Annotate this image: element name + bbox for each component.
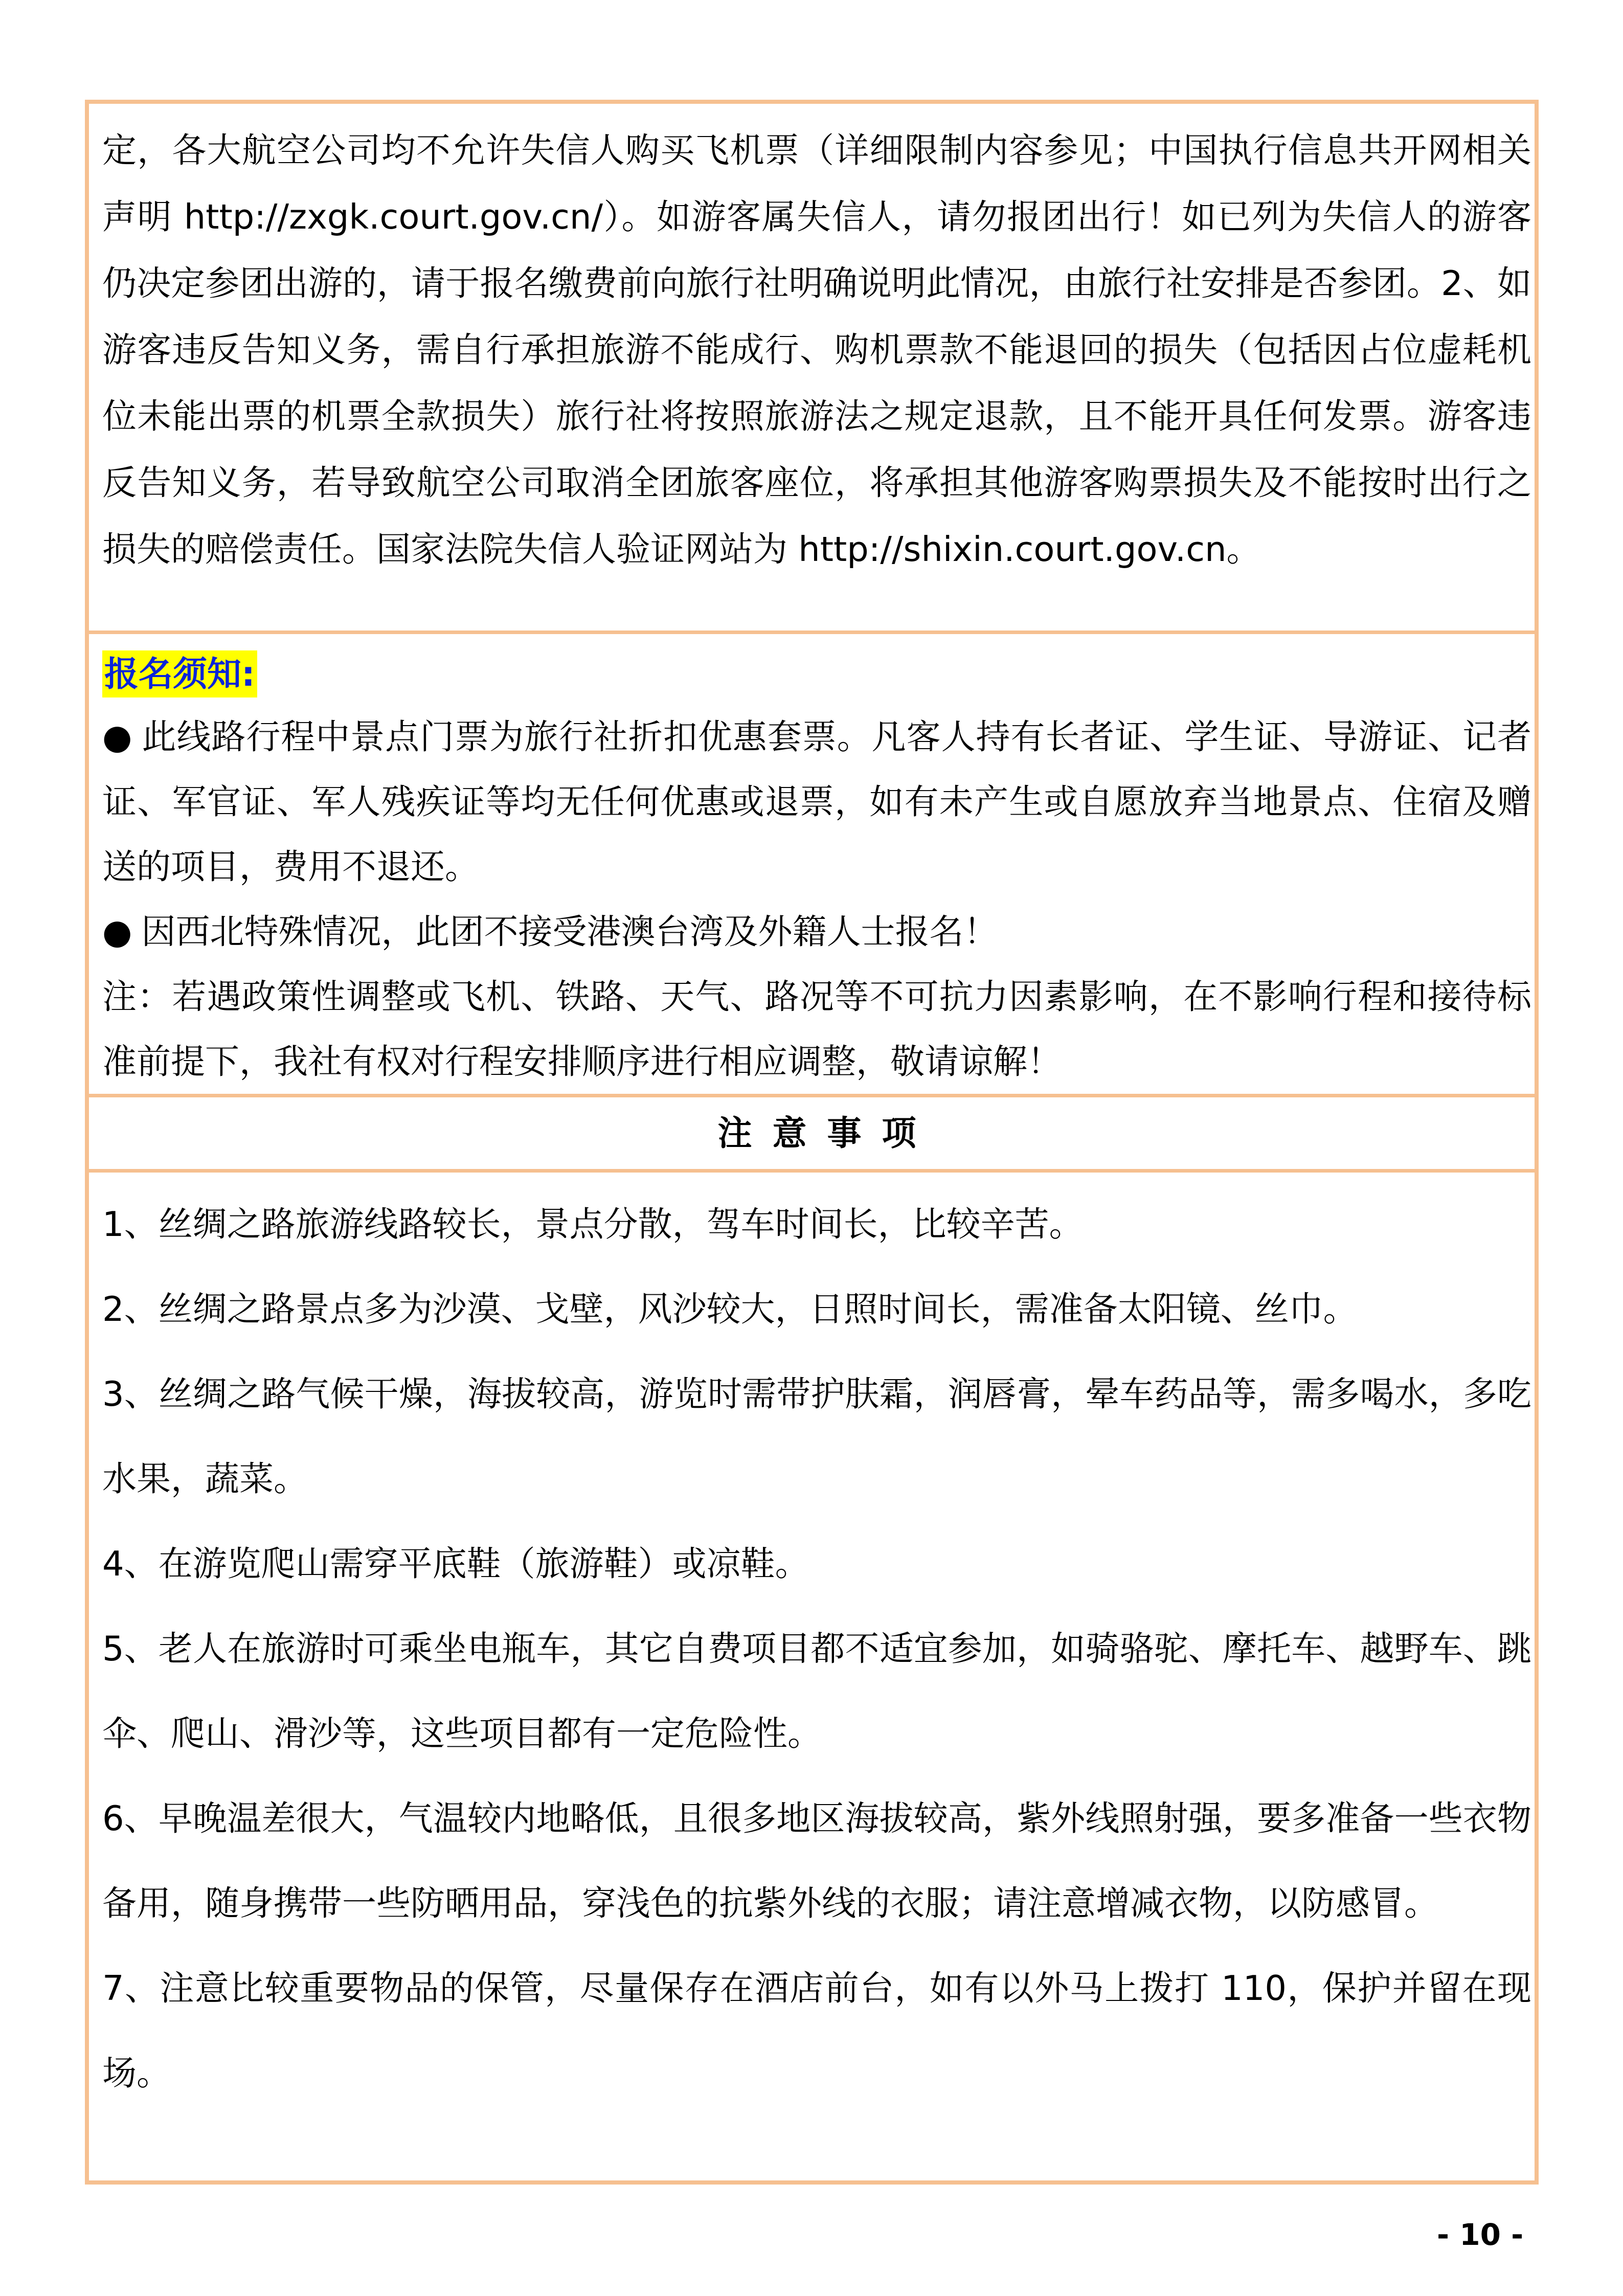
notices-list bbox=[89, 1169, 1535, 2180]
policy-cell bbox=[89, 104, 1535, 631]
enrollment-note: 注：若遇政策性调整或飞机、铁路、天气、路况等不可抗力因素影响，在不影响行程和接待标准前提下，我社有权对行程安排顺序进行相应调整，敬请谅解！ bbox=[102, 977, 1531, 1082]
enrollment-bullet-1-text: 此线路行程中景点门票为旅行社折扣优惠套票。凡客人持有长者证、学生证、导游证、记者证、军官证、军人残疾证等均无任何优惠或退票，如有未产生或自愿放弃当地景点、住宿及赠送的项目，费用不退还。 bbox=[102, 717, 1532, 887]
notice-item-3: 3、丝绸之路气候干燥，海拔较高，游览时需带护肤霜，润唇膏，晕车药品等，需多喝水，多吃水果，蔬菜。 bbox=[102, 1374, 1531, 1499]
enrollment-cell bbox=[89, 631, 1535, 1094]
notice-item-6: 6、早晚温差很大，气温较内地略低，且很多地区海拔较高，紫外线照射强，要多准备一些衣物备用，随身携带一些防晒用品，穿浅色的抗紫外线的衣服；请注意增减衣物，以防感冒。 bbox=[102, 1798, 1531, 1923]
page-number: - 10 - bbox=[1437, 2217, 1524, 2252]
enrollment-bullet-2 bbox=[102, 899, 1531, 964]
notice-item-4: 4、在游览爬山需穿平底鞋（旅游鞋）或凉鞋。 bbox=[102, 1544, 809, 1584]
enrollment-title: 报名须知: bbox=[102, 650, 257, 697]
notice-item-7: 7、注意比较重要物品的保管，尽量保存在酒店前台，如有以外马上拨打 110，保护并留在现场。 bbox=[102, 1968, 1531, 2093]
bullet-icon: ● bbox=[102, 912, 132, 952]
enrollment-bullet-1 bbox=[102, 705, 1531, 899]
enrollment-bullet-2-text: 因西北特殊情况，此团不接受港澳台湾及外籍人士报名！ bbox=[141, 912, 998, 952]
notice-item-1: 1、丝绸之路旅游线路较长，景点分散，驾车时间长，比较辛苦。 bbox=[102, 1204, 1084, 1244]
notices-header-cell bbox=[89, 1094, 1535, 1169]
policy-paragraph: 定，各大航空公司均不允许失信人购买飞机票（详细限制内容参见；中国执行信息共开网相关声明 http://zxgk.court.gov.cn/）。如游客属失信人，请勿报团出行！如已列为失信人的游客仍决定参团出游的，请于报名缴费前向旅行社明确说明此情况，由旅行社安排是否参团。2、如游客违反告知义务，需自行承担旅游不能成行、购机票款不能退回的损失（包括因占位虚耗机位未能出票的机票全款损失）旅行社将按照旅游法之规定退款，且不能开具任何发票。游客违反告知义务，若导致航空公司取消全团旅客座位，将承担其他游客购票损失及不能按时出行之损失的赔偿责任。国家法院失信人验证网站为 http://shixin.court.gov.cn。 bbox=[102, 130, 1531, 569]
notices-title: 注意事项 bbox=[717, 1113, 937, 1153]
notice-item-5: 5、老人在旅游时可乘坐电瓶车，其它自费项目都不适宜参加，如骑骆驼、摩托车、越野车、跳伞、爬山、滑沙等，这些项目都有一定危险性。 bbox=[102, 1629, 1531, 1753]
itinerary-table bbox=[85, 100, 1539, 2185]
bullet-icon: ● bbox=[102, 717, 133, 757]
notice-item-2: 2、丝绸之路景点多为沙漠、戈壁，风沙较大，日照时间长，需准备太阳镜、丝巾。 bbox=[102, 1289, 1358, 1329]
